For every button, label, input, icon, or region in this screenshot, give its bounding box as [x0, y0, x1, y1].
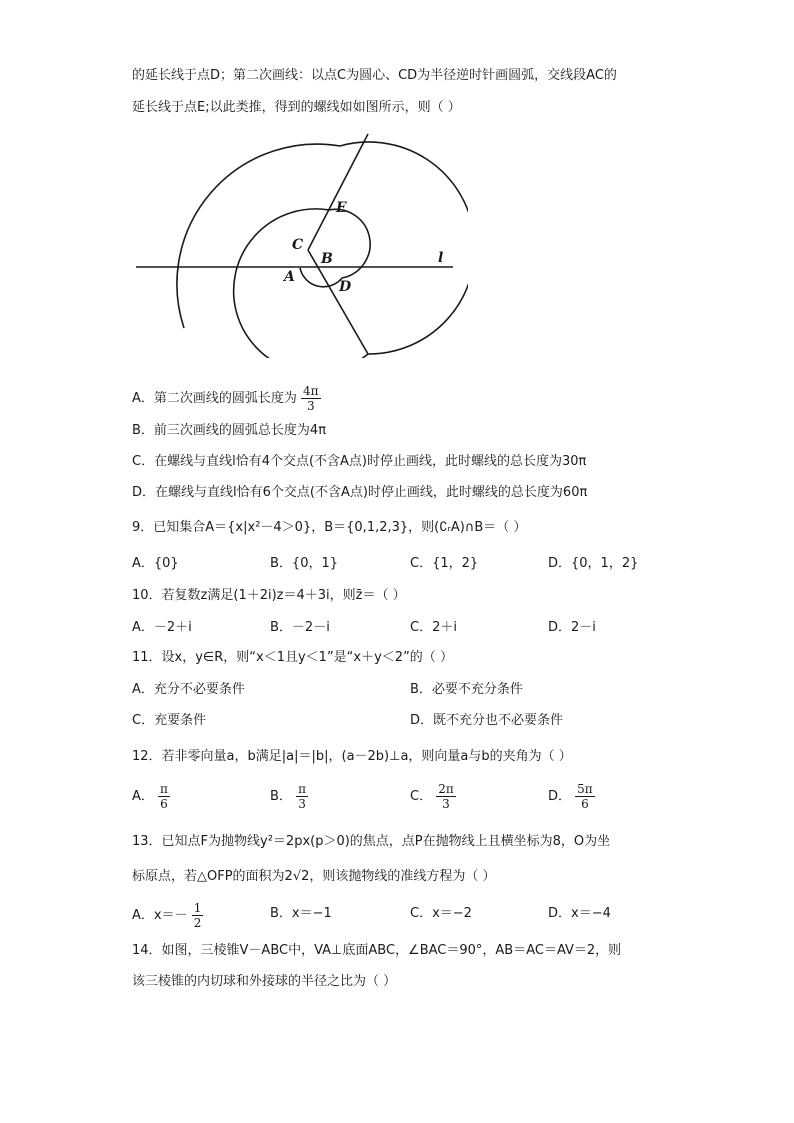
arc-a-d [300, 268, 342, 287]
q12-option-d [548, 782, 595, 811]
label-e: E [336, 200, 347, 216]
q10-stem: 10．若复数z满足(1＋2i)z＝4＋3i，则z̄＝（ ） [132, 588, 406, 603]
q12-option-b [270, 782, 308, 811]
q11-option-a: A．充分不必要条件 [132, 682, 245, 697]
fraction-num: 4π [303, 384, 319, 398]
q10-option-d: D．2－i [548, 620, 596, 635]
q10-option-a: A．－2＋i [132, 620, 192, 635]
q13-option-c: C．x＝−2 [410, 906, 472, 921]
q14-line-2: 该三棱锥的内切球和外接球的半径之比为（ ） [132, 974, 397, 989]
q11-stem: 11．设x，y∈R，则“x＜1且y＜1”是“x＋y＜2”的（ ） [132, 650, 453, 665]
label-b: B [321, 251, 333, 267]
q8-option-c: C．在螺线与直线l恰有4个交点(不含A点)时停止画线，此时螺线的总长度为30π [132, 454, 587, 469]
ray-c-e [308, 134, 368, 250]
q12-option-a-label: A． [132, 789, 154, 804]
q8-option-b: B．前三次画线的圆弧总长度为4π [132, 423, 327, 438]
q12-option-c-fraction [436, 782, 456, 811]
q12-option-c-label: C． [410, 789, 433, 804]
fraction-den: 6 [160, 797, 168, 811]
q12-option-a-fraction [158, 782, 170, 811]
q10-option-b: B．－2－i [270, 620, 330, 635]
q12-stem: 12．若非零向量a，b满足|a|＝|b|，(a－2b)⊥a，则向量a与b的夹角为（ ） [132, 749, 572, 764]
intro-line-2: 延长线于点E;以此类推，得到的螺线如如图所示，则（ ） [132, 100, 461, 115]
q9-stem: 9．已知集合A＝{x|x²－4＞0}，B＝{0,1,2,3}，则(∁ᵣA)∩B＝（ ） [132, 520, 527, 535]
q13-line-2: 标原点，若△OFP的面积为2√2，则该抛物线的准线方程为（ ） [132, 869, 496, 884]
q12-option-d-label: D． [548, 789, 572, 804]
q12-option-b-fraction [296, 782, 308, 811]
ray-c-d [308, 250, 368, 354]
fraction-den: 3 [306, 399, 315, 413]
fraction-den: 6 [581, 797, 589, 811]
label-d: D [339, 279, 352, 295]
fraction-num: π [160, 782, 168, 796]
label-a: A [284, 269, 295, 285]
q12-option-b-label: B． [270, 789, 292, 804]
label-c: C [292, 237, 304, 253]
fraction-num: 2π [438, 782, 454, 796]
fraction-num: 1 [193, 901, 202, 915]
q8-option-a-prefix: A．第二次画线的圆弧长度为 [132, 391, 297, 406]
fraction-den: 3 [442, 797, 450, 811]
q13-option-b: B．x＝−1 [270, 906, 332, 921]
q13-option-a [132, 901, 203, 930]
q9-option-c: C．{1，2} [410, 556, 479, 571]
q14-line-1: 14．如图，三棱锥V－ABC中，VA⊥底面ABC，∠BAC＝90°，AB＝AC＝AV＝2，则 [132, 943, 622, 958]
arc-outer-1 [340, 142, 468, 354]
q10-option-c: C．2＋i [410, 620, 457, 635]
q13-line-1: 13．已知点F为抛物线y²＝2px(p＞0)的焦点，点P在抛物线上且横坐标为8，O为坐 [132, 834, 611, 849]
q12-option-c [410, 782, 456, 811]
q11-option-d: D．既不充分也不必要条件 [410, 713, 564, 728]
fraction-den: 3 [298, 797, 306, 811]
q9-option-a: A．{0} [132, 556, 179, 571]
fraction-den: 2 [193, 916, 202, 930]
q11-option-c: C．充要条件 [132, 713, 207, 728]
q13-option-a-fraction [192, 901, 204, 930]
label-l: l [438, 250, 444, 266]
q8-option-a-fraction [301, 384, 321, 413]
q13-option-a-prefix: A．x＝－ [132, 908, 188, 923]
spiral-figure-overlay [128, 128, 468, 358]
q12-option-d-fraction [575, 782, 595, 811]
q9-option-b: B．{0，1} [270, 556, 339, 571]
intro-line-1: 的延长线于点D；第二次画线：以点C为圆心、CD为半径逆时针画圆弧，交线段AC的 [132, 68, 617, 83]
q8-option-a [132, 384, 321, 413]
fraction-num: 5π [577, 782, 593, 796]
q12-option-a [132, 782, 170, 811]
q9-option-d: D．{0，1，2} [548, 556, 639, 571]
fraction-num: π [298, 782, 306, 796]
q13-option-d: D．x＝−4 [548, 906, 611, 921]
q11-option-b: B．必要不充分条件 [410, 682, 523, 697]
q8-option-d: D．在螺线与直线l恰有6个交点(不含A点)时停止画线，此时螺线的总长度为60π [132, 485, 588, 500]
